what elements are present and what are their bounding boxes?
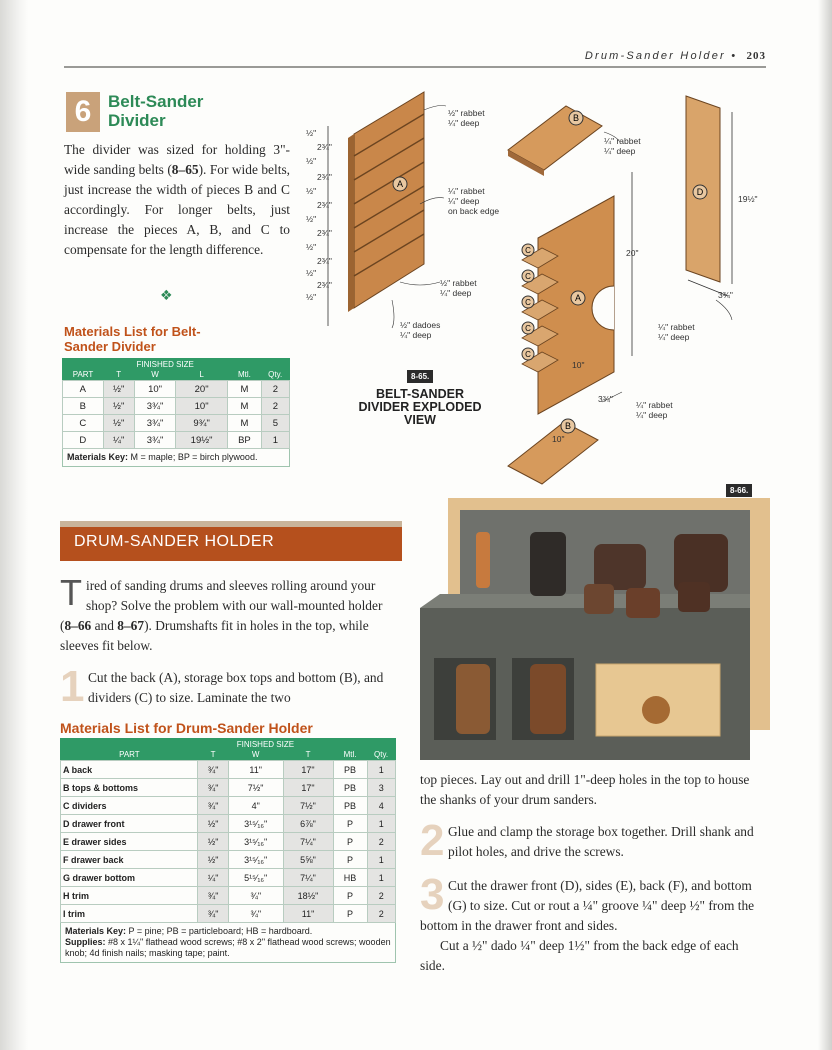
table-cell: 18½": [283, 887, 333, 905]
table-cell: 1: [367, 869, 395, 887]
callout-rabbet-back: ¼" rabbet ¼" deep on back edge: [448, 186, 500, 216]
table-cell: ¾": [198, 905, 229, 923]
dim-label: 2¾": [317, 200, 332, 210]
callout-rabbet-d: ¼" rabbet ¼" deep: [658, 322, 695, 342]
table-cell: 3: [367, 779, 395, 797]
table-cell: 3¹⁵⁄₁₆": [228, 833, 283, 851]
table-row: [61, 869, 396, 887]
table-cell: G drawer bottom: [61, 869, 198, 887]
column-header: T: [198, 750, 229, 761]
table-cell: 11": [283, 905, 333, 923]
table-cell: 6⅞": [283, 815, 333, 833]
table-row: [61, 905, 396, 923]
table-cell: 3¹⁵⁄₁₆": [228, 815, 283, 833]
table-cell: 5¹⁵⁄₁₆": [228, 869, 283, 887]
table-cell: 19½": [176, 432, 228, 449]
table-cell: ¼": [103, 432, 134, 449]
table-row: [63, 398, 290, 415]
dim-label: 2¾": [317, 228, 332, 238]
table-row: [61, 833, 396, 851]
column-header: Mtl.: [333, 750, 367, 761]
table-cell: ½": [103, 398, 134, 415]
table-cell: B: [63, 398, 104, 415]
step-6-number: 6: [66, 92, 100, 132]
table-row: [61, 761, 396, 779]
table-cell: P: [333, 851, 367, 869]
column-header: PART: [63, 370, 104, 381]
drum-sander-holder-photo: [420, 498, 770, 760]
table-cell: 7½": [283, 797, 333, 815]
step-3-paragraph: 3 Cut the drawer front (D), sides (E), back (F), and bottom (G) to size. Cut or rout a ¼" groove ¼" deep ½" from the bottom in the drawer front and sides.: [420, 870, 755, 933]
table-cell: 1: [367, 851, 395, 869]
dim-d-width: 3¾": [718, 290, 733, 300]
table-cell: 1: [367, 815, 395, 833]
table-cell: 10": [134, 381, 175, 398]
materials-key-2: Materials Key: P = pine; PB = particleboard; HB = hardboard. Supplies: #8 x 1¼" flathead wood screws; #8 x 2" flathead wood screws; wooden knob; 4d finish nails; masking tape; paint.: [61, 923, 396, 963]
table-cell: ¼": [198, 869, 229, 887]
table-cell: 2: [367, 905, 395, 923]
dim-label: 2¾": [317, 142, 332, 152]
label-c-1: C: [525, 246, 531, 255]
step-2-paragraph: 2 Glue and clamp the storage box together. Drill shank and pilot holes, and drive the screws.: [420, 816, 754, 865]
piece-b-top: [508, 106, 602, 176]
figure-ref: 8–65: [171, 162, 199, 177]
table-cell: 17": [283, 779, 333, 797]
materials-list-1-title: Materials List for Belt-Sander Divider: [64, 324, 201, 354]
table-cell: M: [227, 398, 261, 415]
table-cell: ¾": [198, 797, 229, 815]
label-a-left: A: [396, 179, 404, 189]
callout-rabbet-mid: ½" rabbet ¼" deep: [440, 278, 477, 298]
step-6-paragraph: The divider was sized for holding 3"-wide sanding belts (8–65). For wide belts, just increase the width of pieces B and C accordingly. For longer belts, just increase the pieces A, B, and C to compensate for the length difference.: [64, 142, 291, 257]
label-c-4: C: [525, 324, 531, 333]
table-cell: BP: [227, 432, 261, 449]
table-cell: ¾": [198, 887, 229, 905]
table-row: [63, 432, 290, 449]
table-cell: 2: [367, 887, 395, 905]
table-cell: C: [63, 415, 104, 432]
table-cell: D drawer front: [61, 815, 198, 833]
dim-label: 2¾": [317, 280, 332, 290]
table-cell: B tops & bottoms: [61, 779, 198, 797]
table-cell: H trim: [61, 887, 198, 905]
running-head-title: Drum-Sander Holder: [584, 50, 726, 62]
dim-label: 2¾": [317, 172, 332, 182]
piece-b-bottom: [508, 419, 598, 484]
table-cell: 1: [261, 432, 289, 449]
table-cell: 4": [228, 797, 283, 815]
column-header: Qty.: [261, 370, 289, 381]
drop-cap: T: [60, 572, 82, 613]
piece-a-left: [328, 92, 424, 326]
table-cell: ½": [198, 833, 229, 851]
table-cell: 7½": [228, 779, 283, 797]
table-row: [61, 887, 396, 905]
dim-10-a: 10": [572, 360, 585, 370]
dim-b-width: 3¾": [598, 394, 613, 404]
table-cell: A: [63, 381, 104, 398]
table-cell: 2: [261, 398, 289, 415]
step-1-paragraph: 1 Cut the back (A), storage box tops and bottom (B), and dividers (C) to size. Laminate the two: [60, 662, 384, 711]
table-cell: ¾": [228, 887, 283, 905]
table-row: [61, 815, 396, 833]
step-3-continued: Cut a ½" dado ¼" deep 1½" from the back edge of each side.: [420, 938, 739, 973]
table-cell: HB: [333, 869, 367, 887]
callout-rabbet-bottom: ¼" rabbet ¼" deep: [636, 400, 673, 420]
piece-d: [632, 96, 732, 356]
table-cell: ½": [198, 815, 229, 833]
table-cell: P: [333, 905, 367, 923]
table-cell: ½": [103, 381, 134, 398]
callout-dadoes: ½" dadoes ¼" deep: [400, 320, 441, 340]
table-cell: 2: [261, 381, 289, 398]
materials-key-1: Materials Key: M = maple; BP = birch plywood.: [63, 449, 290, 467]
dim-label: ½": [306, 156, 317, 166]
dim-19-5: 19½": [738, 194, 758, 204]
column-header: W: [134, 370, 175, 381]
column-header: T: [103, 370, 134, 381]
table-cell: A back: [61, 761, 198, 779]
table-row: [63, 415, 290, 432]
dim-10-b: 10": [552, 434, 565, 444]
table-cell: 11": [228, 761, 283, 779]
step-1-continued: top pieces. Lay out and drill 1"-deep holes in the top to house the shanks of your drum sanders.: [420, 772, 750, 807]
table-row: [61, 779, 396, 797]
table-cell: 4: [367, 797, 395, 815]
running-head: Drum-Sander Holder • 203: [584, 50, 766, 62]
figure-65-caption: BELT-SANDER DIVIDER EXPLODED VIEW: [358, 387, 482, 427]
table-cell: P: [333, 887, 367, 905]
table-cell: P: [333, 815, 367, 833]
column-header: T: [283, 750, 333, 761]
figure-65-tag: 8-65.: [407, 370, 433, 383]
dim-label: ½": [306, 186, 317, 196]
dim-label: ½": [306, 292, 317, 302]
column-header: PART: [61, 750, 198, 761]
label-d: D: [696, 187, 704, 197]
label-c-5: C: [525, 350, 531, 359]
materials-list-2: [60, 738, 396, 963]
table-cell: ¾": [198, 779, 229, 797]
label-b-bottom: B: [564, 421, 572, 431]
table-cell: ½": [198, 851, 229, 869]
table-cell: 3¾": [134, 432, 175, 449]
table-cell: 9¾": [176, 415, 228, 432]
callout-rabbet-top: ½" rabbet ¼" deep: [448, 108, 485, 128]
table-cell: C dividers: [61, 797, 198, 815]
table-cell: M: [227, 415, 261, 432]
piece-a-center: [522, 196, 614, 414]
table-cell: M: [227, 381, 261, 398]
step-3-number: 3: [420, 870, 445, 919]
label-a-center: A: [574, 293, 582, 303]
table-cell: 3¾": [134, 415, 175, 432]
dim-label: ½": [306, 214, 317, 224]
finished-size-label-2: FINISHED SIZE: [198, 739, 333, 750]
header-rule: [64, 66, 766, 68]
callout-rabbet-b: ¼" rabbet ¼" deep: [604, 136, 641, 156]
page-number: 203: [746, 50, 766, 62]
table-cell: I trim: [61, 905, 198, 923]
table-cell: 1: [367, 761, 395, 779]
label-c-3: C: [525, 298, 531, 307]
intro-paragraph: Tired of sanding drums and sleeves rolling around your shop? Solve the problem with our wall-mounted holder (8–66 and 8–67). Drumshafts fit in holes in the top, while sleeves fit below.: [60, 572, 383, 653]
materials-list-1: [62, 358, 290, 467]
step-2-number: 2: [420, 816, 445, 865]
table-cell: PB: [333, 761, 367, 779]
materials-list-2-title: Materials List for Drum-Sander Holder: [60, 720, 313, 736]
column-header: W: [228, 750, 283, 761]
gutter-shadow: [0, 0, 28, 1050]
table-cell: ½": [103, 415, 134, 432]
section-title: DRUM-SANDER HOLDER: [74, 533, 275, 550]
table-cell: F drawer back: [61, 851, 198, 869]
column-header: Mtl.: [227, 370, 261, 381]
table-cell: 5⅝": [283, 851, 333, 869]
dim-label: ½": [306, 128, 317, 138]
step-1-number: 1: [60, 662, 85, 711]
step-6-title: Belt-Sander Divider: [108, 92, 204, 130]
column-header: L: [176, 370, 228, 381]
page-edge: [818, 0, 832, 1050]
table-cell: PB: [333, 779, 367, 797]
table-cell: E drawer sides: [61, 833, 198, 851]
table-cell: 2: [367, 833, 395, 851]
dim-label: ½": [306, 242, 317, 252]
table-cell: 7¼": [283, 833, 333, 851]
table-cell: 20": [176, 381, 228, 398]
table-cell: P: [333, 833, 367, 851]
dim-20: 20": [626, 248, 639, 258]
table-cell: 3¾": [134, 398, 175, 415]
finished-size-label: FINISHED SIZE: [103, 359, 227, 370]
ornament-icon: ❖: [160, 288, 173, 304]
dim-label: ½": [306, 268, 317, 278]
table-cell: 10": [176, 398, 228, 415]
figure-66-tag: 8-66.: [726, 484, 752, 497]
table-row: [61, 797, 396, 815]
table-cell: 5: [261, 415, 289, 432]
dim-label: 2¾": [317, 256, 332, 266]
label-c-2: C: [525, 272, 531, 281]
table-cell: 3¹⁵⁄₁₆": [228, 851, 283, 869]
table-cell: D: [63, 432, 104, 449]
column-header: Qty.: [367, 750, 395, 761]
table-row: [61, 851, 396, 869]
section-banner: [60, 521, 402, 561]
label-b-top: B: [572, 113, 580, 123]
table-cell: ¾": [228, 905, 283, 923]
table-cell: PB: [333, 797, 367, 815]
table-cell: ¾": [198, 761, 229, 779]
table-cell: 7¼": [283, 869, 333, 887]
table-row: [63, 381, 290, 398]
table-cell: 17": [283, 761, 333, 779]
